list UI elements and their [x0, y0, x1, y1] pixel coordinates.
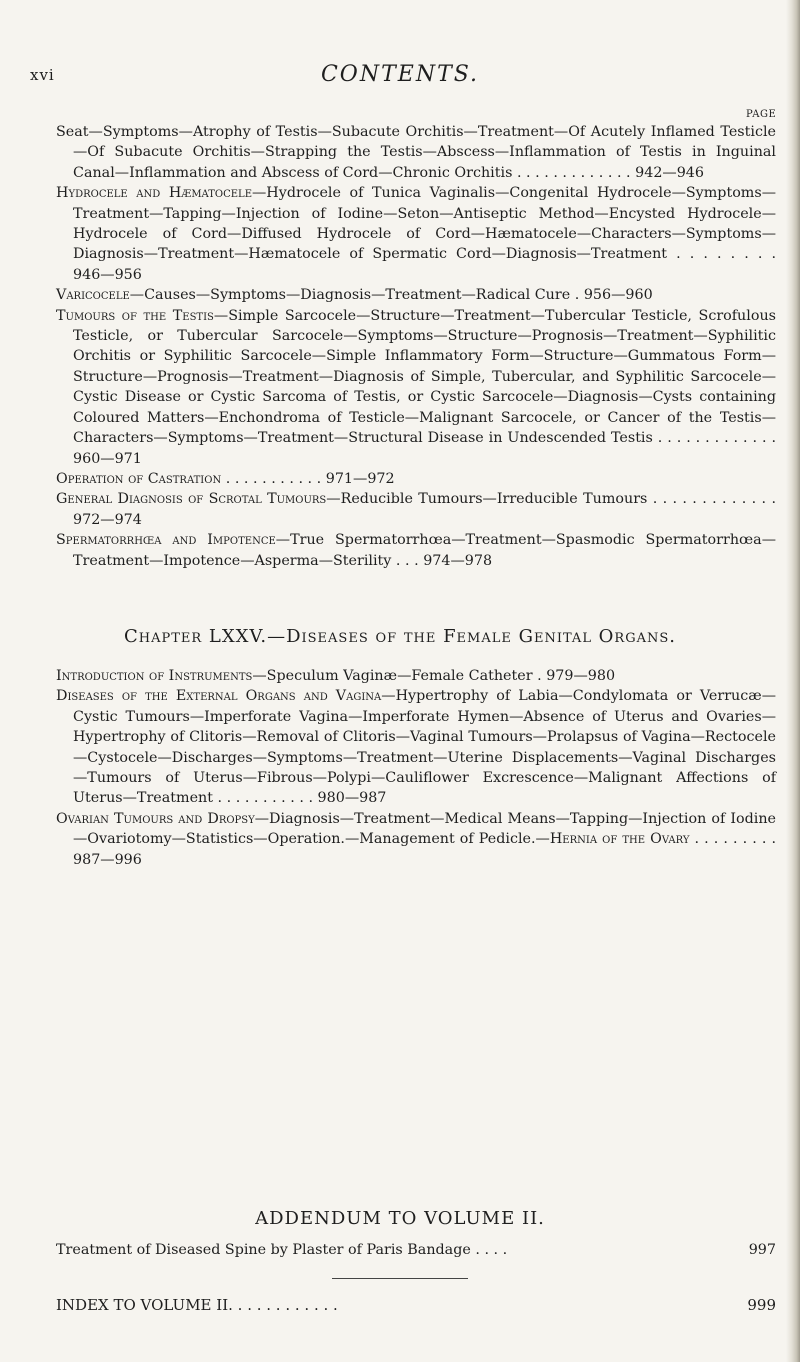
- contents-entry: Introduction of Instruments—Speculum Vaginæ—Female Catheter . 979—980: [56, 668, 616, 684]
- addendum-entry: Treatment of Diseased Spine by Plaster of Paris Bandage . . . . 997: [56, 1242, 776, 1258]
- contents-entry: Diseases of the External Organs and Vagina—Hypertrophy of Labia—Condylomata or Verrucæ—Cystic Tumours—Imperforate Vagina—Imperforate Hymen—Absence of Uterus and Ovaries—Hypertrophy of Clitoris—Removal of Clitoris—Vaginal Tumours—Prolapsus of Vagina—Rectocele—Cystocele—Discharges—Symptoms—Treatment—Uterine Displacements—Vaginal Discharges—Tumours of Uterus—Fibrous—Polypi—Cauliflower Excrescence—Malignant Affections of Uterus—Treatment . . . . . . . . . . . 980—987: [56, 688, 776, 807]
- contents-section-chapter: [56, 666, 776, 870]
- contents-section-top: [56, 122, 776, 571]
- addendum-heading: ADDENDUM TO VOLUME II.: [255, 1208, 545, 1229]
- contents-entry: Ovarian Tumours and Dropsy—Diagnosis—Treatment—Medical Means—Tapping—Injection of Iodine—Ovariotomy—Statistics—Operation.—Management of Pedicle.—Hernia of the Ovary . . . . . . . . . 987—996: [56, 810, 776, 868]
- running-head: [0, 62, 800, 88]
- page-column-label: PAGE: [746, 109, 777, 120]
- contents-entry: Seat—Symptoms—Atrophy of Testis—Subacute Orchitis—Treatment—Of Acutely Inflamed Testicle—Of Subacute Orchitis—Strapping the Testis—Abscess—Inflammation of Testis in Inguinal Canal—Inflammation and Abscess of Cord—Chronic Orchitis . . . . . . . . . . . . . 942—946: [56, 124, 776, 181]
- contents-entry: Varicocele—Causes—Symptoms—Diagnosis—Treatment—Radical Cure . 956—960: [56, 287, 653, 304]
- page-folio: xvi: [30, 66, 55, 84]
- contents-entry: Hydrocele and Hæmatocele—Hydrocele of Tunica Vaginalis—Congenital Hydrocele—Symptoms—Treatment—Tapping—Injection of Iodine—Seton—Antiseptic Method—Encysted Hydrocele—Hydrocele of Cord—Diffused Hydrocele of Cord—Hæmatocele—Characters—Symptoms—Diagnosis—Treatment—Hæmatocele of Spermatic Cord—Diagnosis—Treatment . . . . . . . . 946—956: [56, 185, 777, 283]
- index-entry: INDEX TO VOLUME II. . . . . . . . . . . . 999: [56, 1296, 776, 1314]
- contents-entry: Tumours of the Testis—Simple Sarcocele—Structure—Treatment—Tubercular Testicle, Scrofulous Testicle, or Tubercular Sarcocele—Symptoms—Structure—Prognosis—Treatment—Syphilitic Orchitis or Syphilitic Sarcocele—Simple Inflammatory Form—Structure—Gummatous Form—Structure—Prognosis—Treatment—Diagnosis of Simple, Tubercular, and Syphilitic Sarcocele—Cystic Disease or Cystic Sarcoma of Testis, or Cystic Sarcocele—Diagnosis—Cysts containing Coloured Matters—Enchondroma of Testicle—Malignant Sarcocele, or Cancer of the Testis—Characters—Symptoms—Treatment—Structural Disease in Undescended Testis . . . . . . . . . . . . . 960—971: [56, 307, 776, 467]
- contents-entry: Spermatorrhœa and Impotence—True Spermatorrhœa—Treatment—Spasmodic Spermatorrhœa—Treatment—Impotence—Asperma—Sterility . . . 974—978: [56, 532, 776, 569]
- contents-entry: General Diagnosis of Scrotal Tumours—Reducible Tumours—Irreducible Tumours . . . . . . . . . . . . . 972—974: [56, 491, 776, 528]
- contents-entry: Operation of Castration . . . . . . . . . . . 971—972: [56, 470, 395, 487]
- chapter-heading: Chapter LXXV.—Diseases of the Female Genital Organs.: [124, 626, 676, 647]
- page-edge: [786, 0, 800, 1362]
- running-title: CONTENTS.: [320, 62, 480, 87]
- divider-rule: [332, 1278, 468, 1279]
